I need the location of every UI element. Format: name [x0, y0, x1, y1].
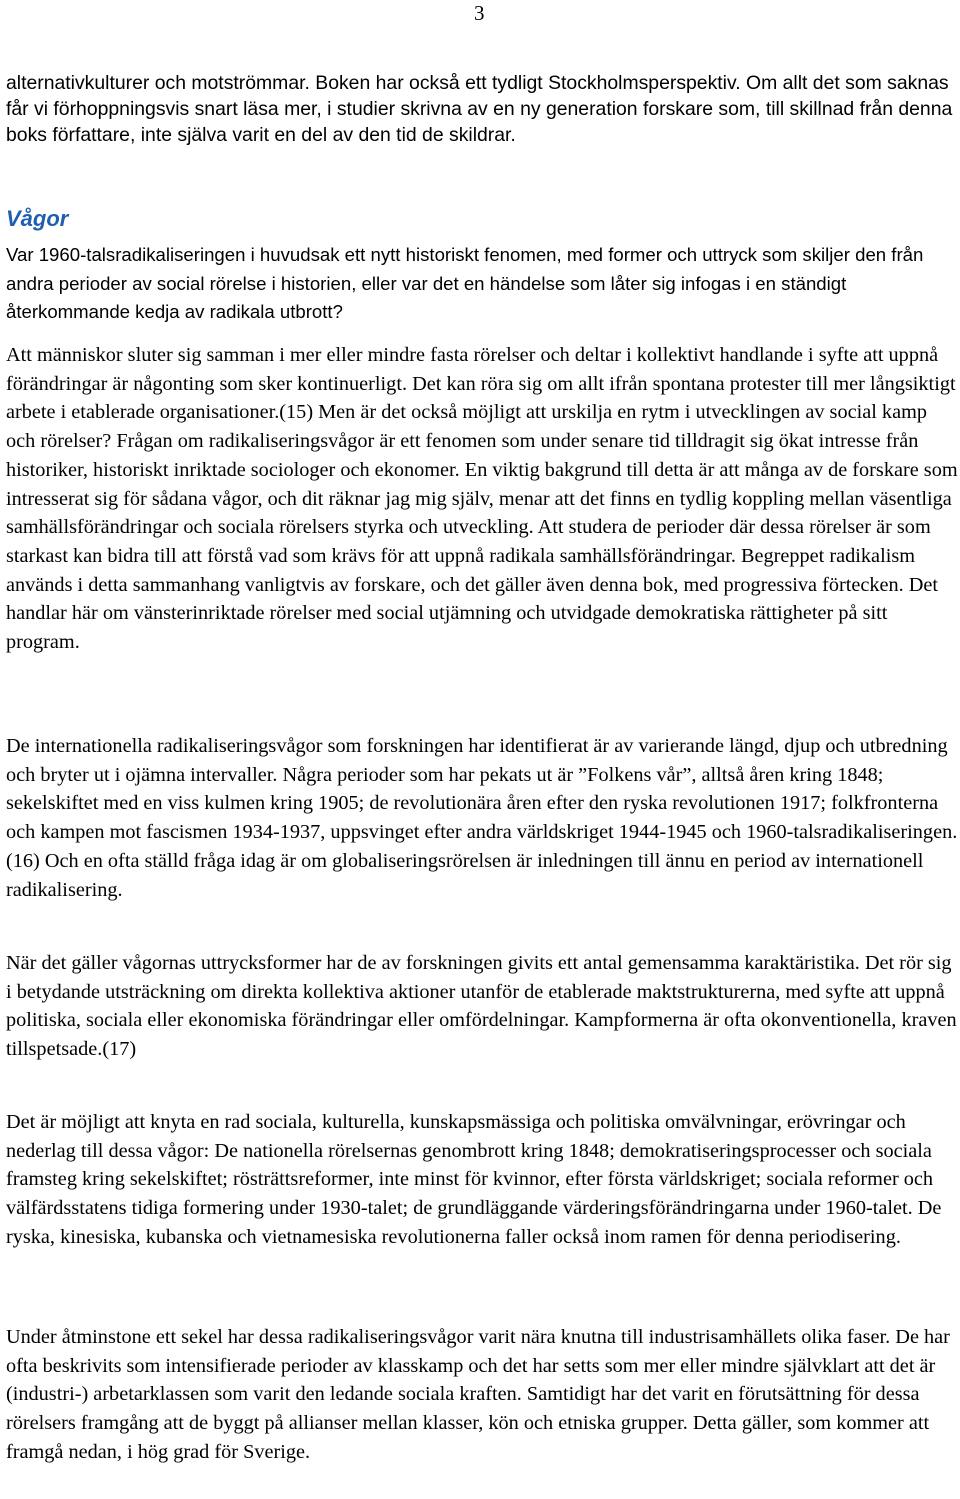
- body-paragraph-5: Under åtminstone ett sekel har dessa radikaliseringsvågor varit nära knutna till industrisamhällets olika faser. De har ofta beskrivits som intensifierade perioder av klasskamp och det har setts som mer eller mindre självklart att det är (industri-) arbetarklassen som varit den ledande sociala kraften. Samtidigt har det varit en förutsättning för dessa rörelsers framgång att de byggt på allianser mellan klasser, kön och etniska grupper. Detta gäller, som kommer att framgå nedan, i hög grad för Sverige.: [6, 1326, 950, 1463]
- page-number: 3: [474, 1, 485, 25]
- body-paragraph-4: Det är möjligt att knyta en rad sociala, kulturella, kunskapsmässiga och politiska omvälvningar, erövringar och nederlag till dessa vågor: De nationella rörelsernas genombrott kring 1848; demokratiseringsprocesser och sociala framsteg kring sekelskiftet; rösträttsreformer, inte minst för kvinnor, efter första världskriget; sociala reformer och välfärdsstatens tidiga formering under 1930-talet; de grundläggande värderingsförändringarna under 1960-talet. De ryska, kinesiska, kubanska och vietnamesiska revolutionerna faller också inom ramen för denna periodisering.: [6, 1111, 942, 1248]
- body-paragraph-1: Att människor sluter sig samman i mer eller mindre fasta rörelser och deltar i kollektivt handlande i syfte att uppnå förändringar är någonting som sker kontinuerligt. Det kan röra sig om allt ifrån spontana protester till mer långsiktigt arbete i etablerade organisationer.(15) Men är det också möjligt att urskilja en rytm i utvecklingen av social kamp och rörelser? Frågan om radikaliseringsvågor är ett fenomen som under senare tid tilldragit sig ökat intresse från historiker, historiskt inriktade sociologer och ekonomer. En viktig bakgrund till detta är att många av de forskare som intresserat sig för sådana vågor, och dit räknar jag mig själv, menar att det finns en tydlig koppling mellan väsentliga samhällsförändringar och sociala rörelsers styrka och utveckling. Att studera de perioder där dessa rörelser är som starkast kan bidra till att förstå vad som krävs för att uppnå radikala samhällsförändringar. Begreppet radikalism används i detta sammanhang vanligtvis av forskare, och det gäller även denna bok, med progressiva förtecken. Det handlar här om vänsterinriktade rörelser med social utjämning och utvidgade demokratiska rättigheter på sitt program.: [6, 344, 958, 654]
- body-paragraph-3: När det gäller vågornas uttrycksformer har de av forskningen givits ett antal gemensamma karaktäristika. Det rör sig i betydande utsträckning om direkta kollektiva aktioner utanför de etablerade maktstrukturerna, med syfte att uppnå politiska, sociala eller ekonomiska förändringar eller omfördelningar. Kampformerna är ofta okonventionella, kraven tillspetsade.(17): [6, 952, 957, 1061]
- section-heading: Vågor: [6, 206, 69, 231]
- intro-paragraph: alternativkulturer och motströmmar. Boken har också ett tydligt Stockholmsperspektiv. Om allt det som saknas får vi förhoppningsvis snart läsa mer, i studier skrivna av en ny generation forskare som, till skillnad från denna boks författare, inte själva varit en del av den tid de skildrar.: [6, 72, 953, 147]
- lead-paragraph: Var 1960-talsradikaliseringen i huvudsak ett nytt historiskt fenomen, med former och uttryck som skiljer den från andra perioder av social rörelse i historien, eller var det en händelse som låter sig infogas i en ständigt återkommande kedja av radikala utbrott?: [6, 244, 924, 323]
- body-paragraph-2: De internationella radikaliseringsvågor som forskningen har identifierat är av varierande längd, djup och utbredning och bryter ut i ojämna intervaller. Några perioder som har pekats ut är ”Folkens vår”, alltså åren kring 1848; sekelskiftet med en viss kulmen kring 1905; de revolutionära åren efter den ryska revolutionen 1917; folkfronterna och kampen mot fascismen 1934-1937, uppsvinget efter andra världskriget 1944-1945 och 1960-talsradikaliseringen.(16) Och en ofta ställd fråga idag är om globaliseringsrörelsen är inledningen till ännu en period av internationell radikalisering.: [6, 735, 958, 901]
